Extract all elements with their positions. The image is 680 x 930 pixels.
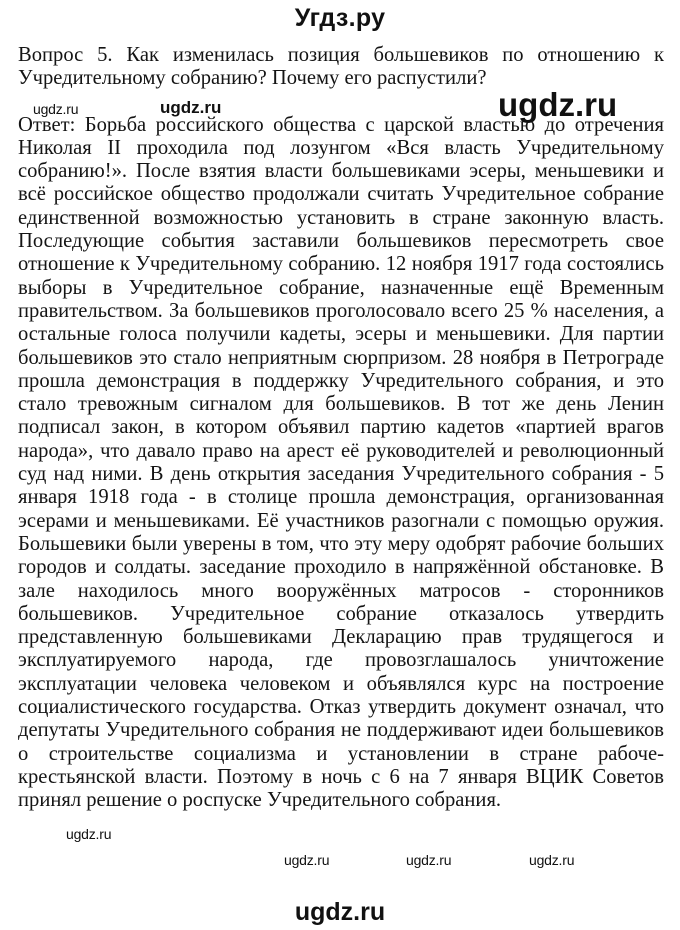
watermark-large: ugdz.ru (498, 86, 618, 123)
watermark-footer: ugdz.ru (294, 898, 386, 926)
document-body (18, 44, 664, 813)
site-title: Угдз.ру (294, 4, 386, 32)
watermark-medium: ugdz.ru (160, 98, 222, 117)
question-text: Вопрос 5. Как изменилась позиция большевиков по отношению к Учредительному собранию? Почему его распустили? (18, 44, 664, 90)
answer-text: Ответ: Борьба российского общества с царской властью до отречения Николая II проходила под лозунгом «Вся власть Учредительному собранию!». После взятия власти большевиками эсеры, меньшевики и всё российское общество продолжали считать Учредительное собрание единственной возможностью установить в стране законную власть. Последующие события заставили большевиков пересмотреть свое отношение к Учредительному собранию. 12 ноября 1917 года состоялись выборы в Учредительное собрание, назначенные ещё Временным правительством. За большевиков проголосовало всего 25 % населения, а остальные голоса получили кадеты, эсеры и меньшевики. Для партии большевиков это стало неприятным сюрпризом. 28 ноября в Петрограде прошла демонстрация в поддержку Учредительного собрания, и это стало тревожным сигналом для большевиков. В тот же день Ленин подписал закон, в котором объявил партию кадетов «партией врагов народа», что давало право на арест её руководителей и революционный суд над ними. В день открытия заседания Учредительного собрания - 5 января 1918 года - в столице прошла демонстрация, организованная эсерами и меньшевиками. Её участников разогнали с помощью оружия. Большевики были уверены в том, что эту меру одобрят рабочие больших городов и солдаты. заседание проходило в напряжённой обстановке. В зале находилось много вооружённых матросов - сторонников большевиков. Учредительное собрание отказалось утвердить представленную большевиками Декларацию прав трудящегося и эксплуатируемого народа, где провозглашалось уничтожение эксплуатации человека человеком и объявлялся курс на построение социалистического государства. Отказ утвердить документ означал, что депутаты Учредительного собрания не поддерживают идеи большевиков о строительстве социализма и установлении в стране рабоче-крестьянской власти. Поэтому в ночь с 6 на 7 января ВЦИК Советов принял решение о роспуске Учредительного собрания. (18, 113, 664, 812)
watermark-small: ugdz.ru (529, 852, 575, 868)
watermark-small: ugdz.ru (284, 852, 330, 868)
watermark-small: ugdz.ru (66, 826, 112, 842)
watermark-small: ugdz.ru (33, 101, 79, 117)
watermark-small: ugdz.ru (406, 852, 452, 868)
